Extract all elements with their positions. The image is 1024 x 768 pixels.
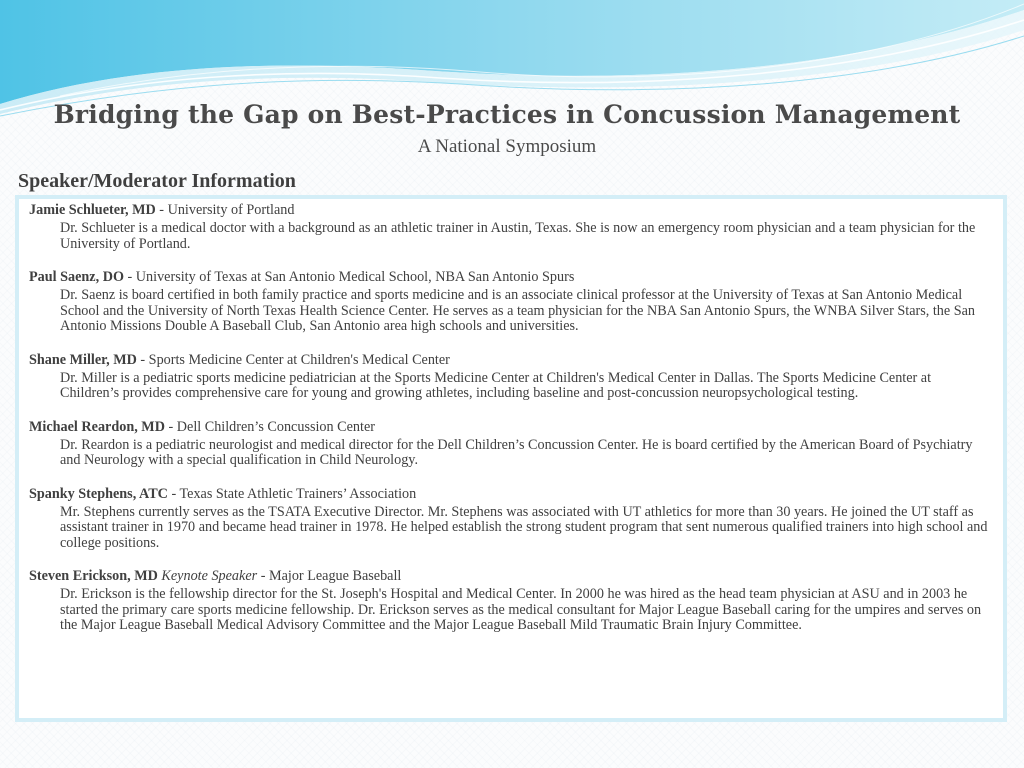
speaker-entry xyxy=(29,419,993,469)
speaker-name: Paul Saenz, DO xyxy=(29,269,124,285)
speaker-header xyxy=(29,568,993,585)
speaker-affiliation: - University of Texas at San Antonio Medical School, NBA San Antonio Spurs xyxy=(123,269,575,285)
speaker-entry xyxy=(29,202,993,252)
speaker-name: Shane Miller, MD xyxy=(29,351,137,368)
speaker-bio: Dr. Reardon is a pediatric neurologist and medical director for the Dell Children’s Concussion Center. He is board certified by the American Board of Psychiatry and Neurology with a special qualification in Child Neurology. xyxy=(60,436,973,468)
speaker-bio: Mr. Stephens currently serves as the TSATA Executive Director. Mr. Stephens was associated with UT athletics for more than 30 years. He joined the UT staff as assistant trainer in 1970 and became head trainer in 1978. He helped establish the strong student program that sent numerous qualified trainers into high school and college positions. xyxy=(60,503,988,551)
speaker-name: Spanky Stephens, ATC xyxy=(29,485,168,502)
speaker-header xyxy=(29,269,993,286)
speaker-name: Michael Reardon, MD xyxy=(29,418,165,435)
speaker-bio: Dr. Saenz is board certified in both family practice and sports medicine and is an associate clinical professor at the University of Texas at San Antonio Medical School and the University of North Texas Health Science Center. He serves as a team physician for the NBA San Antonio Spurs, the WNBA Silver Stars, the San Antonio Missions Double A Baseball Club, San Antonio area high schools and universities. xyxy=(60,287,975,334)
speaker-panel xyxy=(15,195,1007,722)
section-heading: Speaker/Moderator Information xyxy=(18,170,296,192)
speaker-header xyxy=(29,202,993,219)
speaker-affiliation: - Dell Children’s Concussion Center xyxy=(164,418,375,435)
speaker-entry xyxy=(29,269,993,335)
speaker-entry xyxy=(29,568,993,634)
speaker-entry xyxy=(29,352,993,402)
speaker-header xyxy=(29,352,993,369)
speaker-bio: Dr. Schlueter is a medical doctor with a background as an athletic trainer in Austin, Texas. She is now an emergency room physician and a team physician for the University of Portland. xyxy=(60,220,976,252)
slide-title: Bridging the Gap on Best-Practices in Concussion Management xyxy=(53,100,961,129)
speaker-affiliation: - Major League Baseball xyxy=(257,568,402,584)
speaker-affiliation: - Sports Medicine Center at Children's Medical Center xyxy=(136,351,450,368)
speaker-bio: Dr. Miller is a pediatric sports medicine pediatrician at the Sports Medicine Center at Children's Medical Center in Dallas. The Sports Medicine Center at Children’s provides comprehensive care for young and growing athletes, including baseline and post-concussion neuropsychological testing. xyxy=(60,369,932,401)
speaker-header xyxy=(29,419,993,436)
speaker-name: Jamie Schlueter, MD xyxy=(29,202,156,218)
speaker-bio: Dr. Erickson is the fellowship director for the St. Joseph's Hospital and Medical Center. In 2000 he was hired as the head team physician at ASU and in 2003 he started the primary care sports medicine fellowship. Dr. Erickson serves as the medical consultant for Major League Baseball caring for the umpires and serves on the Major League Baseball Medical Advisory Committee and the Major League Baseball Mild Traumatic Brain Injury Committee. xyxy=(60,586,982,633)
speaker-entry xyxy=(29,486,993,552)
speaker-affiliation: - Texas State Athletic Trainers’ Association xyxy=(167,485,417,502)
slide-subtitle: A National Symposium xyxy=(417,136,597,157)
speaker-role: Keynote Speaker xyxy=(157,568,258,584)
speaker-affiliation: - University of Portland xyxy=(155,202,295,218)
speaker-header xyxy=(29,486,993,503)
speaker-name: Steven Erickson, MD xyxy=(29,568,158,584)
